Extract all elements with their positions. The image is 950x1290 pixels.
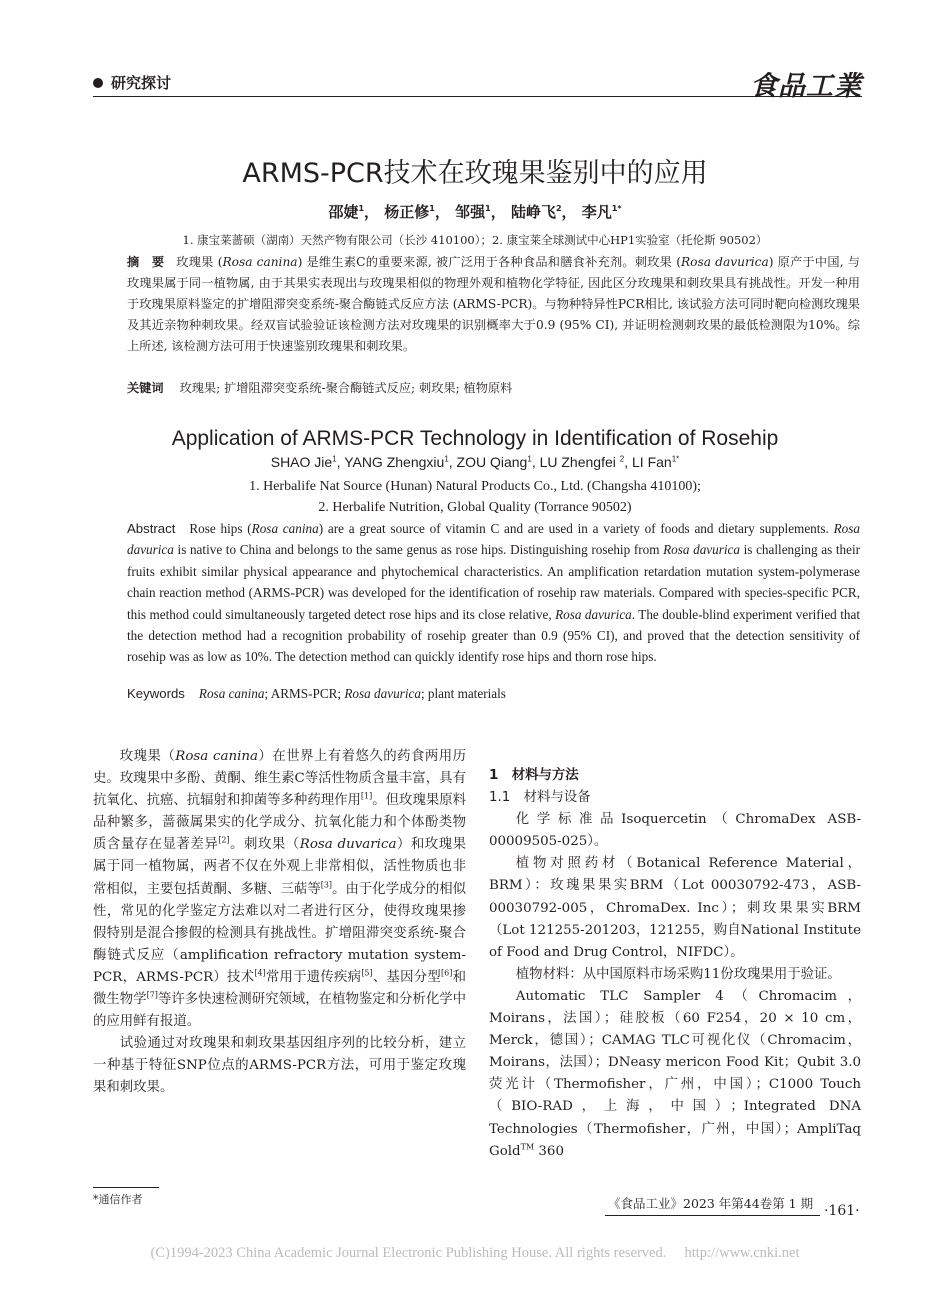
copyright-watermark: (C)1994-2023 China Academic Journal Electronic Publishing House. All rights reserved. http://www.cnki.net <box>150 1245 800 1261</box>
abstract-label: Abstract <box>127 521 176 536</box>
body-right-column <box>489 765 861 1163</box>
keywords-zh: 关键词 玫瑰果; 扩增阻滞突变系统-聚合酶链式反应; 刺玫果; 植物原料 <box>127 381 513 395</box>
abstract-label: 摘 要 <box>127 255 165 269</box>
author: 陆峥飞 <box>510 203 556 221</box>
title-zh: ARMS-PCR技术在玫瑰果鉴别中的应用 <box>242 158 708 189</box>
affiliation-line: 1. Herbalife Nat Source (Hunan) Natural Products Co., Ltd. (Changsha 410100); <box>249 479 701 494</box>
author: LI Fan <box>632 454 672 470</box>
footnote: *通信作者 <box>93 1193 143 1206</box>
paragraph: 植物材料：从中国原料市场采购11份玫瑰果用于验证。 <box>515 966 841 982</box>
journal-citation: 《食品工业》2023 年第44卷第 1 期 <box>608 1196 814 1211</box>
keywords-label: 关键词 <box>127 381 164 395</box>
paragraph: 玫瑰果（Rosa canina）在世界上有着悠久的药食两用历史。玫瑰果中多酚、黄酮、维生素C等活性物质含量丰富，具有抗氧化、抗癌、抗辐射和抑菌等多种药理作用[1]。但玫瑰果原料品种繁多，蔷薇属果实的化学成分、抗氧化能力和个体酚类物质含量存在显著差异[2]。刺玫果（Rosa duvarica）和玫瑰果属于同一植物属，两者不仅在外观上非常相似，活性物质也非常相似，主要包括黄酮、多糖、三萜等[3]。由于化学成分的相似性，常见的化学鉴定方法难以对二者进行区分，使得玫瑰果掺假特别是混合掺假的检测具有挑战性。扩增阻滞突变系统-聚合酶链式反应（amplification refractory mutation system-PCR，ARMS-PCR）技术[4]常用于遗传疾病[5]、基因分型[6]和微生物学[7]等许多快速检测研究领域，在植物鉴定和分析化学中的应用鲜有报道。 <box>93 749 467 1030</box>
keywords-label: Keywords <box>127 686 185 701</box>
author: SHAO Jie <box>270 454 333 470</box>
section-label: 研究探讨 <box>111 74 172 92</box>
affiliation-en <box>0 476 950 518</box>
paragraph: Automatic TLC Sampler 4（Chromacim，Moirans，法国）；硅胶板（60 F254，20 × 10 cm，Merck，德国）；CAMAG TLC可视化仪（Chromacim，Moirans，法国）；DNeasy mericon Food Kit；Qubit 3.0荧光计（Thermofisher，广州，中国）；C1000 Touch（BIO-RAD，上海，中国）；Integrated DNA Technologies（Thermofisher，广州，中国）；AmpliTaq Gold™ 360 <box>489 988 861 1159</box>
body-left-column <box>93 746 466 1100</box>
journal-logo: 食品工業 <box>750 71 862 102</box>
abstract-zh: 摘 要 玫瑰果 (Rosa canina) 是维生素C的重要来源, 被广泛用于各种食品和膳食补充剂。刺玫果 (Rosa davurica) 原产于中国, 与玫瑰果属于同一植物属, 由于其果实表现出与玫瑰果相似的物理外观和植物化学特征, 因此区分玫瑰果和刺玫果具有挑战性。开发一种用于玫瑰果原料鉴定的扩增阻滞突变系统-聚合酶链式反应方法 (ARMS-PCR)。与物种特异性PCR相比, 该试验方法可同时靶向检测玫瑰果及其近亲物种刺玫果。经双盲试验验证该检测方法对玫瑰果的识别概率大于0.9 (95% CI), 并证明检测刺玫果的最低检测限为10%。综上所述, 该检测方法可用于快速鉴别玫瑰果和刺玫果。 <box>127 255 860 353</box>
affiliation-zh: 1. 康宝莱蔷硕（湖南）天然产物有限公司（长沙 410100）；2. 康宝莱全球测试中心HP1实验室（托伦斯 90502） <box>182 233 768 247</box>
affiliation-line: 2. Herbalife Nutrition, Global Quality (Torrance 90502) <box>318 500 632 515</box>
abstract-en: Abstract Rose hips (Rosa canina) are a great source of vitamin C and are used in a variety of foods and dietary supplements. Rosa davurica is native to China and belongs to the same genus as rose hips. Distinguishing rosehip from Rosa davurica is challenging as their fruits exhibit similar physical appearance and phytochemical characteristics. An amplification retardation mutation system-polymerase chain reaction method (ARMS-PCR) was developed for the identification of rosehip raw materials. Compared with species-specific PCR, this method could simultaneously targeted detect rose hips and its close relative, Rosa davurica. The double-blind experiment verified that the detection method had a recognition probability of rosehip greater than 0.9 (95% CI), and proved that the detection sensitivity of rosehip was as low as 10%. The detection method can quickly identify rose hips and thorn rose hips. <box>127 521 861 665</box>
paragraph: 植物对照药材（Botanical Reference Material，BRM）：玫瑰果果实BRM（Lot 00030792-473，ASB-00030792-005，ChromaDex. Inc）；刺玫果果实BRM（Lot 121255-201203，121255，购自National Institute of Food and Drug Control，NIFDC）。 <box>489 856 861 960</box>
section-heading: 1 材料与方法 <box>489 768 579 783</box>
page-number: ·161· <box>824 1203 860 1219</box>
author: ZOU Qiang <box>456 454 528 470</box>
author: 杨正修 <box>384 203 430 221</box>
section-tag <box>93 72 171 93</box>
paragraph: 试验通过对玫瑰果和刺玫果基因组序列的比较分析，建立一种基于特征SNP位点的ARMS-PCR方法，可用于鉴定玫瑰果和刺玫果。 <box>93 1036 466 1096</box>
author: 李凡 <box>581 203 612 221</box>
paragraph: 化学标准品Isoquercetin（ChromaDex ASB-00009505-025）。 <box>489 812 861 850</box>
author: YANG Zhengxiu <box>344 454 445 470</box>
authors-zh: 邵婕$^1$， 杨正修$^1$， 邹强$^1$， 陆峥飞$^2$， 李凡$^{1*}$ <box>328 203 622 221</box>
header-rule <box>93 96 862 97</box>
authors-en: SHAO Jie$^1$, YANG Zhengxiu$^1$, ZOU Qiang$^1$, LU Zhengfei $^2$, LI Fan$^{1*}$ <box>270 454 680 470</box>
author: 邵婕 <box>328 203 359 221</box>
bullet-icon <box>93 78 103 88</box>
subsection-heading: 1.1 材料与设备 <box>489 790 591 806</box>
author: LU Zhengfei <box>539 454 620 470</box>
footnote-rule <box>93 1187 159 1188</box>
author: 邹强 <box>455 203 486 221</box>
footer-rule <box>605 1215 820 1216</box>
keywords-en: Keywords Rosa canina; ARMS-PCR; Rosa davurica; plant materials <box>127 686 506 701</box>
title-en: Application of ARMS-PCR Technology in Identification of Rosehip <box>171 427 779 450</box>
